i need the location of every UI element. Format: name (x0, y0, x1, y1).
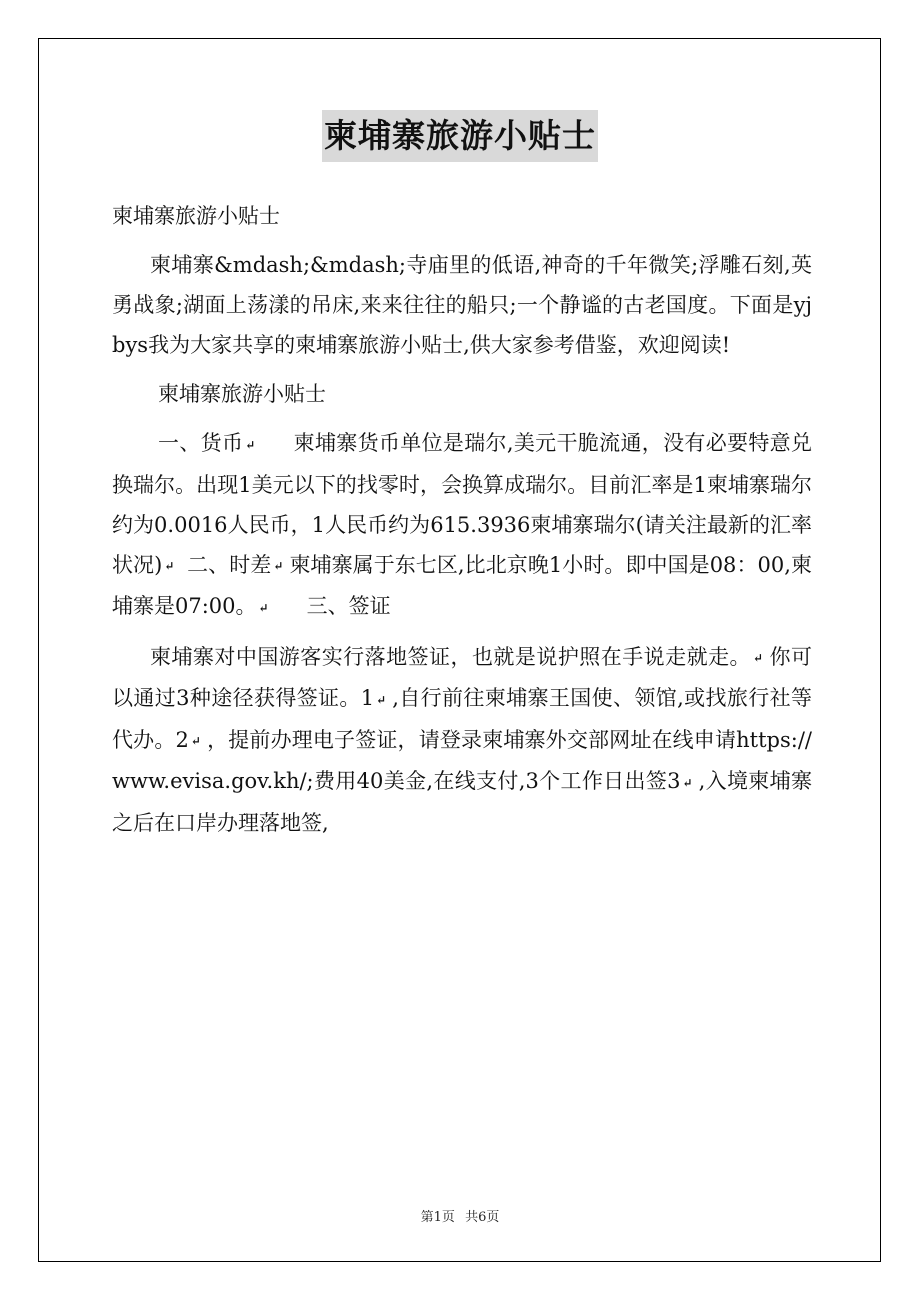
page-total: 共6页 (465, 1210, 500, 1225)
visa-paragraph (112, 637, 812, 843)
subtitle-paragraph: 柬埔寨旅游小贴士 (112, 204, 280, 228)
currency-label: 一、货币 (158, 431, 244, 455)
intro-paragraph: 柬埔寨&mdash;&mdash;寺庙里的低语,神奇的千年微笑;浮雕石刻,英勇战象;湖面上荡漾的吊床,来来往往的船只;一个静谧的古老国度。下面是yjbys我为大家共享的柬埔寨旅游小贴士,供大家参考借鉴，欢迎阅读! (112, 253, 812, 357)
visa-text-3: ,自行前往柬埔寨王国使、领馆,或找旅行社等代办。2 (112, 686, 812, 752)
paragraph-mark-icon: ↵ (376, 692, 387, 707)
visa-text-2: 你可以通过3种途径获得签证。1 (112, 644, 813, 710)
currency-paragraph (112, 423, 812, 628)
visa-label: 三、签证 (306, 594, 391, 618)
paragraph-mark-icon: ↵ (273, 559, 284, 573)
paragraph-mark-icon: ↵ (190, 734, 201, 748)
visa-text-4: ，提前办理电子签证，请登录柬埔寨外交部网址在线申请https://www.evisa.gov.kh/;费用40美金,在线支付,3个工作日出签3 (112, 727, 812, 793)
document-title: 柬埔寨旅游小贴士 (322, 110, 598, 162)
paragraph-mark-icon: ↵ (245, 437, 256, 452)
document-body (112, 196, 812, 852)
title-container (0, 110, 920, 162)
visa-text-5: ,入境柬埔寨之后在口岸办理落地签, (112, 769, 812, 835)
paragraph-mark-icon: ↵ (164, 559, 175, 573)
timezone-text: 柬埔寨属于东七区,比北京晚1小时。即中国是08：00,柬埔寨是07:00。 (112, 552, 812, 618)
timezone-label: 二、时差 (187, 552, 272, 577)
paragraph-mark-icon: ↵ (753, 651, 764, 665)
currency-text: 柬埔寨货币单位是瑞尔,美元干脆流通，没有必要特意兑换瑞尔。出现1美元以下的找零时，会换算成瑞尔。目前汇率是1柬埔寨瑞尔约为0.0016人民币，1人民币约为615.3936柬埔寨瑞尔(请关注最新的汇率状况) (112, 431, 812, 577)
section-heading: 柬埔寨旅游小贴士 (158, 382, 326, 406)
visa-text-1: 柬埔寨对中国游客实行落地签证，也就是说护照在手说走就走。 (150, 644, 752, 669)
page-number: 第1页 (420, 1210, 455, 1225)
paragraph-mark-icon: ↵ (258, 600, 269, 615)
page-footer (0, 1206, 920, 1225)
paragraph-mark-icon: ↵ (682, 775, 693, 790)
